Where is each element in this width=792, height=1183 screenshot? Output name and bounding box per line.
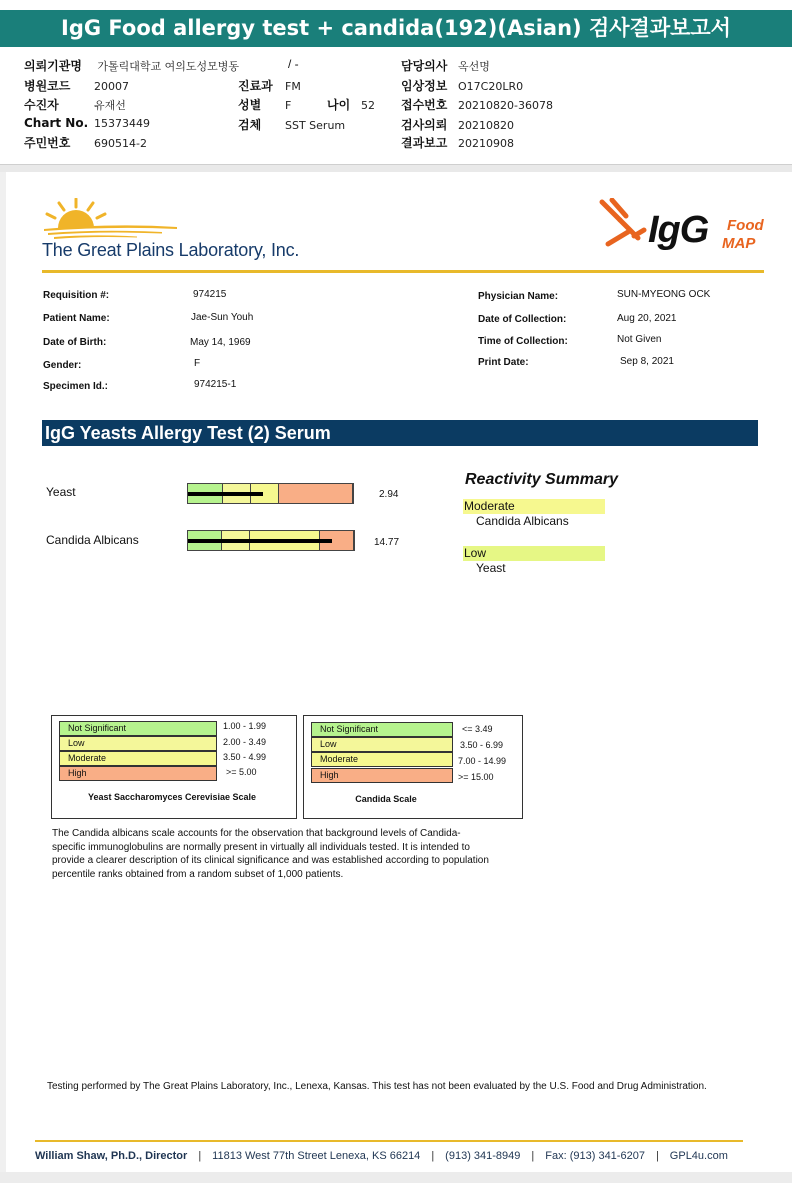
sun-logo-icon: [42, 198, 182, 240]
report-title: IgG Food allergy test + candida(192)(Asian) 검사결과보고서: [0, 10, 792, 47]
reactivity-summary-title: Reactivity Summary: [465, 471, 618, 488]
summary-moderate-band: Moderate: [463, 499, 605, 514]
resident-no-value: 690514-2: [94, 137, 147, 150]
sex-value: F: [285, 99, 292, 112]
age-value: 52: [361, 99, 375, 112]
footer-address: 11813 West 77th Street Lenexa, KS 66214: [212, 1150, 421, 1162]
paper-edge: [0, 172, 6, 1172]
summary-low-band: Low: [463, 546, 605, 561]
collector-label: 수진자: [24, 98, 59, 112]
department-value: FM: [285, 80, 301, 93]
sex-label: 성별: [238, 98, 262, 112]
igg-logo-text: IgG: [648, 209, 709, 251]
collection-date-value: Aug 20, 2021: [617, 313, 677, 324]
summary-low-item: Yeast: [476, 561, 506, 575]
doctor-value: 옥선명: [458, 60, 490, 73]
candida-scale-low: Low: [311, 737, 453, 752]
candida-scale-note: The Candida albicans scale accounts for the observation that background levels of Candida-specific immunoglobulins are normally present in virtually all individuals tested. It is intended to provide a clearer description of its clinical significance and was established according to population percentile ranks obtained from a random subset of 1,000 patients.: [52, 828, 489, 880]
specimen-id-label: Specimen Id.:: [43, 381, 109, 392]
yeast-scale-moderate: Moderate: [59, 751, 217, 766]
yeast-range-high: >= 5.00: [226, 767, 257, 777]
result-level-line-candida: [188, 539, 332, 543]
resident-no-label: 주민번호: [24, 136, 71, 150]
print-date-label: Print Date:: [478, 357, 529, 368]
institution-extra: / -: [288, 57, 299, 71]
header-divider: [0, 164, 792, 172]
institution-label: 의뢰기관명: [24, 59, 82, 73]
collection-time-value: Not Given: [617, 334, 662, 345]
result-bar-candida: [187, 530, 355, 551]
patient-name-value: Jae-Sun Youh: [191, 312, 254, 323]
requisition-value: 974215: [193, 289, 227, 300]
food-logo-text: Food: [727, 217, 764, 234]
footer-director: William Shaw, Ph.D., Director: [35, 1150, 188, 1162]
section-title: IgG Yeasts Allergy Test (2) Serum: [42, 420, 758, 446]
department-label: 진료과: [238, 79, 273, 93]
clinical-info-label: 임상정보: [401, 79, 448, 93]
candida-scale-not-significant: Not Significant: [311, 722, 453, 737]
candida-range-low: 3.50 - 6.99: [460, 740, 504, 750]
institution-row: [24, 57, 239, 74]
yeast-scale-high: High: [59, 766, 217, 781]
candida-scale-moderate: Moderate: [311, 752, 453, 767]
yeast-range-not-significant: 1.00 - 1.99: [223, 721, 267, 731]
header-gold-line: [42, 270, 764, 273]
gender-label: Gender:: [43, 360, 82, 371]
map-logo-text: MAP: [722, 235, 756, 252]
footer-fax: Fax: (913) 341-6207: [545, 1150, 645, 1162]
collection-date-label: Date of Collection:: [478, 314, 567, 325]
chart-no-label: Chart No.: [24, 116, 89, 130]
test-request-value: 20210820: [458, 119, 514, 132]
physician-label: Physician Name:: [478, 291, 559, 302]
receipt-no-label: 접수번호: [401, 98, 448, 112]
bar-segment-high: [279, 484, 353, 503]
result-name-candida: Candida Albicans: [46, 533, 139, 547]
yeast-scale-not-significant: Not Significant: [59, 721, 217, 736]
test-request-label: 검사의뢰: [401, 118, 448, 132]
yeast-range-low: 2.00 - 3.49: [223, 737, 267, 747]
result-bar-yeast: [187, 483, 354, 504]
yeast-range-moderate: 3.50 - 4.99: [223, 752, 267, 762]
patient-name-label: Patient Name:: [43, 313, 110, 324]
yeast-scale-low: Low: [59, 736, 217, 751]
institution-value: 가톨릭대학교 여의도성모병동: [97, 60, 239, 73]
result-name-yeast: Yeast: [46, 485, 76, 499]
dob-value: May 14, 1969: [190, 337, 251, 348]
print-date-value: Sep 8, 2021: [620, 356, 674, 367]
lab-name: The Great Plains Laboratory, Inc.: [42, 240, 300, 260]
candida-scale-box: [303, 715, 523, 819]
age-label: 나이: [327, 98, 351, 112]
summary-moderate-item: Candida Albicans: [476, 514, 569, 528]
candida-scale-high: High: [311, 768, 453, 783]
specimen-label-kr: 검체: [238, 118, 262, 132]
hospital-code-label: 병원코드: [24, 79, 71, 93]
dob-label: Date of Birth:: [43, 337, 107, 348]
footer-phone: (913) 341-8949: [445, 1150, 521, 1162]
candida-range-high: >= 15.00: [458, 772, 494, 782]
gender-value: F: [194, 358, 201, 369]
specimen-value-kr: SST Serum: [285, 119, 346, 132]
footer: William Shaw, Ph.D., Director | 11813 West 77th Street Lenexa, KS 66214 | (913) 341-8949 | Fax: (913) 341-6207 | GPL4u.com: [35, 1150, 728, 1162]
result-value-candida: 14.77: [374, 537, 400, 548]
result-report-value: 20210908: [458, 137, 514, 150]
result-level-line-yeast: [188, 492, 263, 496]
collection-time-label: Time of Collection:: [478, 336, 568, 347]
clinical-info-value: O17C20LR0: [458, 80, 524, 93]
requisition-label: Requisition #:: [43, 290, 110, 301]
footer-website-link[interactable]: GPL4u.com: [669, 1150, 728, 1162]
paper-bottom: [0, 1172, 792, 1183]
doctor-label: 담당의사: [401, 59, 448, 73]
testing-disclaimer: Testing performed by The Great Plains Laboratory, Inc., Lenexa, Kansas. This test has not been evaluated by the U.S. Food and Drug Administration.: [47, 1081, 707, 1092]
yeast-scale-title: Yeast Saccharomyces Cerevisiae Scale: [87, 792, 257, 802]
hospital-code-value: 20007: [94, 80, 129, 93]
result-value-yeast: 2.94: [379, 489, 399, 500]
candida-range-not-significant: <= 3.49: [462, 724, 493, 734]
yeast-scale-box: [51, 715, 297, 819]
result-report-label: 결과보고: [401, 136, 448, 150]
physician-value: SUN-MYEONG OCK: [617, 289, 711, 300]
specimen-id-value: 974215-1: [194, 379, 237, 390]
receipt-no-value: 20210820-36078: [458, 99, 553, 112]
candida-scale-title: Candida Scale: [355, 794, 417, 804]
collector-value: 유재선: [94, 99, 126, 112]
footer-gold-line: [35, 1140, 743, 1142]
candida-range-moderate: 7.00 - 14.99: [458, 756, 507, 766]
chart-no-value: 15373449: [94, 117, 150, 130]
